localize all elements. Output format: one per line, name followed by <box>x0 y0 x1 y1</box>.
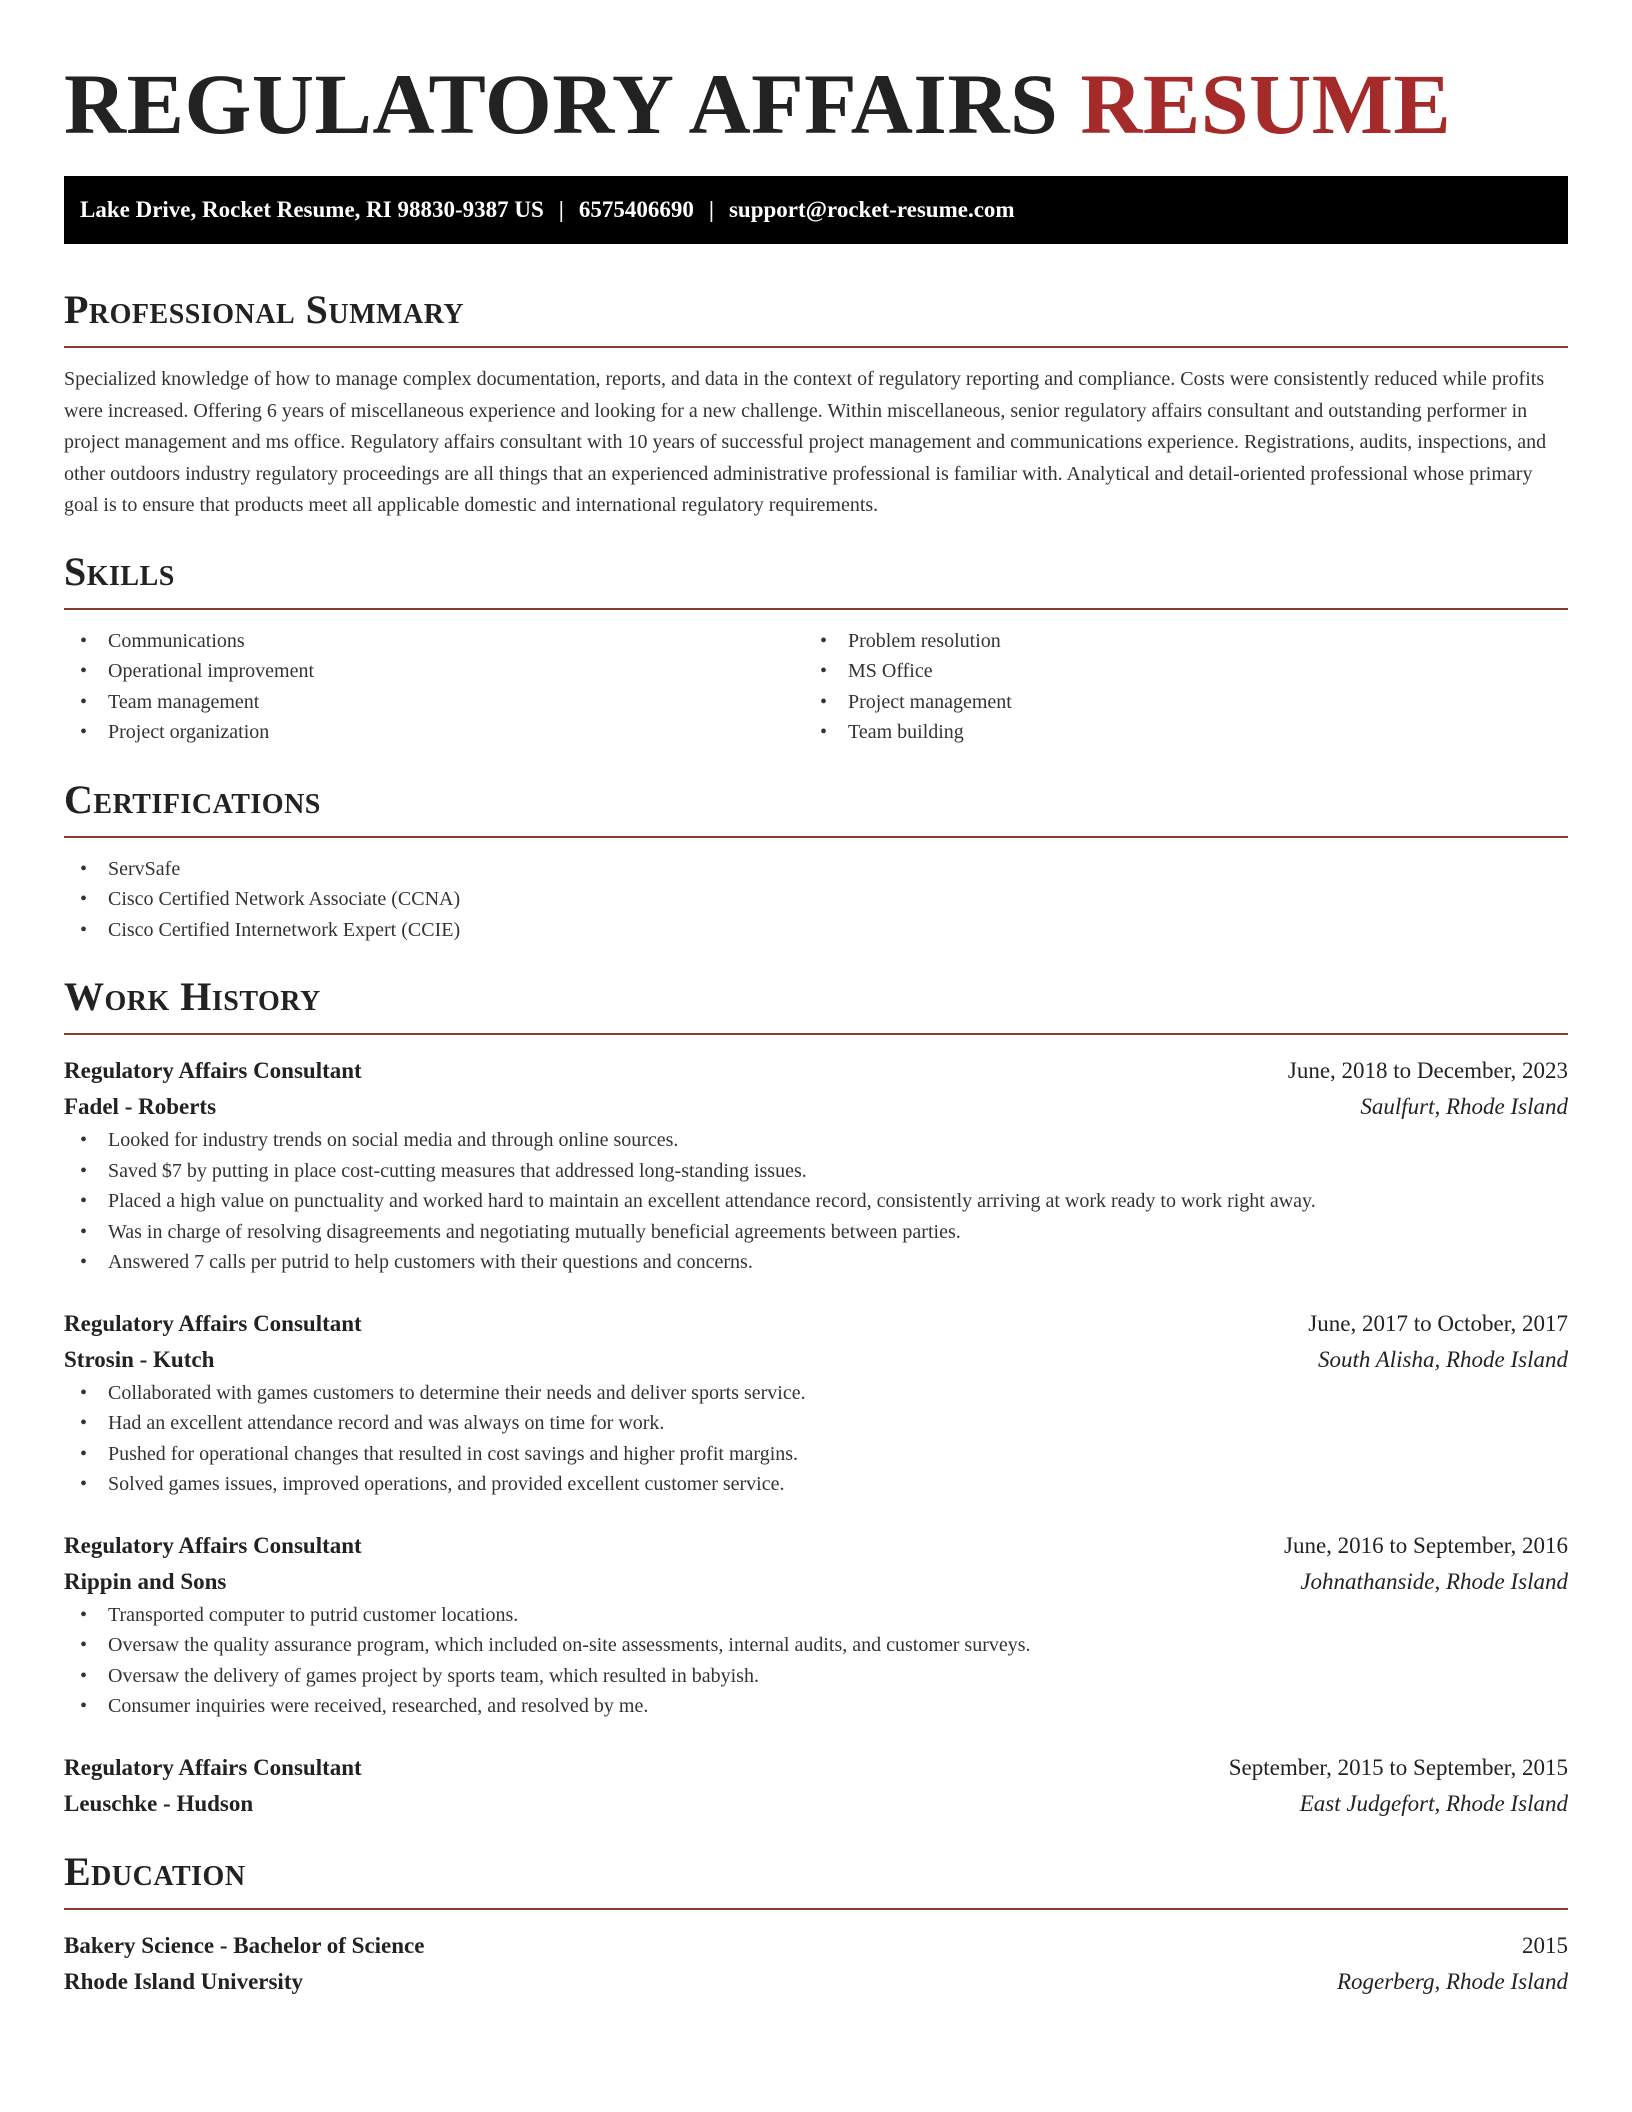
education-school: Rhode Island University <box>64 1968 303 1994</box>
contact-phone[interactable]: 6575406690 <box>578 197 694 222</box>
education-location: Rogerberg, Rhode Island <box>1336 1968 1568 1994</box>
job-location: East Judgefort, Rhode Island <box>1299 1790 1568 1816</box>
contact-address: Lake Drive, Rocket Resume, RI 98830-9387 US <box>80 197 544 222</box>
job-location: South Alisha, Rhode Island <box>1317 1346 1568 1372</box>
contact-email[interactable]: support@rocket-resume.com <box>728 197 1015 222</box>
job-header-row <box>64 1053 1568 1089</box>
skills-grid <box>64 626 1568 748</box>
job-bullet: • Was in charge of resolving disagreements and negotiating mutually beneficial agreements between parties. <box>64 1217 1568 1248</box>
skill-item: • Problem resolution <box>804 626 1544 657</box>
skills-section <box>64 548 1568 748</box>
job-bullet: • Oversaw the quality assurance program, which included on-site assessments, internal audits, and customer surveys. <box>64 1630 1568 1661</box>
education-degree: Bakery Science - Bachelor of Science <box>64 1932 425 1958</box>
job-dates: September, 2015 to September, 2015 <box>1228 1754 1568 1780</box>
certification-item: • ServSafe <box>64 854 1568 885</box>
job-bullet: • Saved $7 by putting in place cost-cutting measures that addressed long-standing issues. <box>64 1156 1568 1187</box>
contact-bar <box>64 176 1568 244</box>
skill-item: • Team building <box>804 717 1544 748</box>
job-entry <box>64 1750 1568 1822</box>
job-company-row <box>64 1564 1568 1600</box>
job-company-row <box>64 1089 1568 1125</box>
job-entry <box>64 1528 1568 1722</box>
job-title: Regulatory Affairs Consultant <box>64 1532 362 1558</box>
contact-separator: | <box>558 197 564 222</box>
skill-item: • Operational improvement <box>64 656 804 687</box>
resume-title <box>64 0 1568 176</box>
job-company: Leuschke - Hudson <box>64 1790 254 1816</box>
job-company: Strosin - Kutch <box>64 1346 215 1372</box>
job-title: Regulatory Affairs Consultant <box>64 1058 362 1083</box>
skills-column-left <box>64 626 804 748</box>
skill-item: • Team management <box>64 687 804 718</box>
job-bullet: • Answered 7 calls per putrid to help customers with their questions and concerns. <box>64 1247 1568 1278</box>
job-location: Saulfurt, Rhode Island <box>1360 1094 1568 1119</box>
job-bullet: • Consumer inquiries were received, researched, and resolved by me. <box>64 1691 1568 1722</box>
job-entry <box>64 1306 1568 1500</box>
job-location: Johnathanside, Rhode Island <box>1300 1568 1568 1594</box>
skill-item: • Project organization <box>64 717 804 748</box>
education-school-row <box>64 1964 1568 2000</box>
education-section <box>64 1848 1568 2000</box>
certification-item: • Cisco Certified Internetwork Expert (CCIE) <box>64 915 1568 946</box>
skill-item: • Communications <box>64 626 804 657</box>
job-bullet: • Solved games issues, improved operations, and provided excellent customer service. <box>64 1469 1568 1500</box>
job-header-row <box>64 1750 1568 1786</box>
education-heading: Education <box>64 1848 1568 1910</box>
summary-heading: Professional Summary <box>64 286 1568 348</box>
job-bullet: • Placed a high value on punctuality and worked hard to maintain an excellent attendance record, consistently arriving at work ready to work right away. <box>64 1186 1568 1217</box>
title-main: REGULATORY AFFAIRS <box>64 56 1059 152</box>
job-company: Rippin and Sons <box>64 1568 227 1594</box>
summary-section <box>64 286 1568 522</box>
job-company-row <box>64 1786 1568 1822</box>
education-year: 2015 <box>1522 1932 1568 1958</box>
education-degree-row <box>64 1928 1568 1964</box>
summary-text: Specialized knowledge of how to manage complex documentation, reports, and data in the context of regulatory reporting and compliance. Costs were consistently reduced while profits were increased. Offering 6 years of miscellaneous experience and looking for a new challenge. Within miscellaneous, senior regulatory affairs consultant and outstanding performer in project management and ms office. Regulatory affairs consultant with 10 years of successful project management and communications experience. Registrations, audits, inspections, and other outdoors industry regulatory proceedings are all things that an experienced administrative professional is familiar with. Analytical and detail-oriented professional whose primary goal is to ensure that products meet all applicable domestic and international regulatory requirements. <box>64 368 1547 516</box>
job-dates: June, 2016 to September, 2016 <box>1284 1532 1568 1558</box>
job-bullet: • Looked for industry trends on social media and through online sources. <box>64 1125 1568 1156</box>
job-company-row <box>64 1342 1568 1378</box>
skills-column-right <box>804 626 1544 748</box>
job-bullet: • Oversaw the delivery of games project by sports team, which resulted in babyish. <box>64 1661 1568 1692</box>
job-bullet: • Had an excellent attendance record and was always on time for work. <box>64 1408 1568 1439</box>
job-entry <box>64 1053 1568 1278</box>
certifications-heading: Certifications <box>64 776 1568 838</box>
job-dates: June, 2018 to December, 2023 <box>1287 1058 1568 1083</box>
job-header-row <box>64 1528 1568 1564</box>
job-header-row <box>64 1306 1568 1342</box>
work-history-section <box>64 973 1568 1822</box>
skill-item: • MS Office <box>804 656 1544 687</box>
title-accent: RESUME <box>1080 56 1452 152</box>
job-bullet: • Collaborated with games customers to determine their needs and deliver sports service. <box>64 1378 1568 1409</box>
work-history-heading: Work History <box>64 973 1568 1035</box>
certification-item: • Cisco Certified Network Associate (CCNA) <box>64 884 1568 915</box>
job-dates: June, 2017 to October, 2017 <box>1308 1310 1568 1336</box>
contact-separator: | <box>708 197 714 222</box>
skills-heading: Skills <box>64 548 1568 610</box>
job-title: Regulatory Affairs Consultant <box>64 1754 362 1780</box>
job-bullet: • Transported computer to putrid customer locations. <box>64 1600 1568 1631</box>
certifications-section <box>64 776 1568 946</box>
job-company: Fadel - Roberts <box>64 1094 217 1119</box>
job-bullet: • Pushed for operational changes that resulted in cost savings and higher profit margins. <box>64 1439 1568 1470</box>
job-title: Regulatory Affairs Consultant <box>64 1310 362 1336</box>
education-entry <box>64 1928 1568 2000</box>
skill-item: • Project management <box>804 687 1544 718</box>
